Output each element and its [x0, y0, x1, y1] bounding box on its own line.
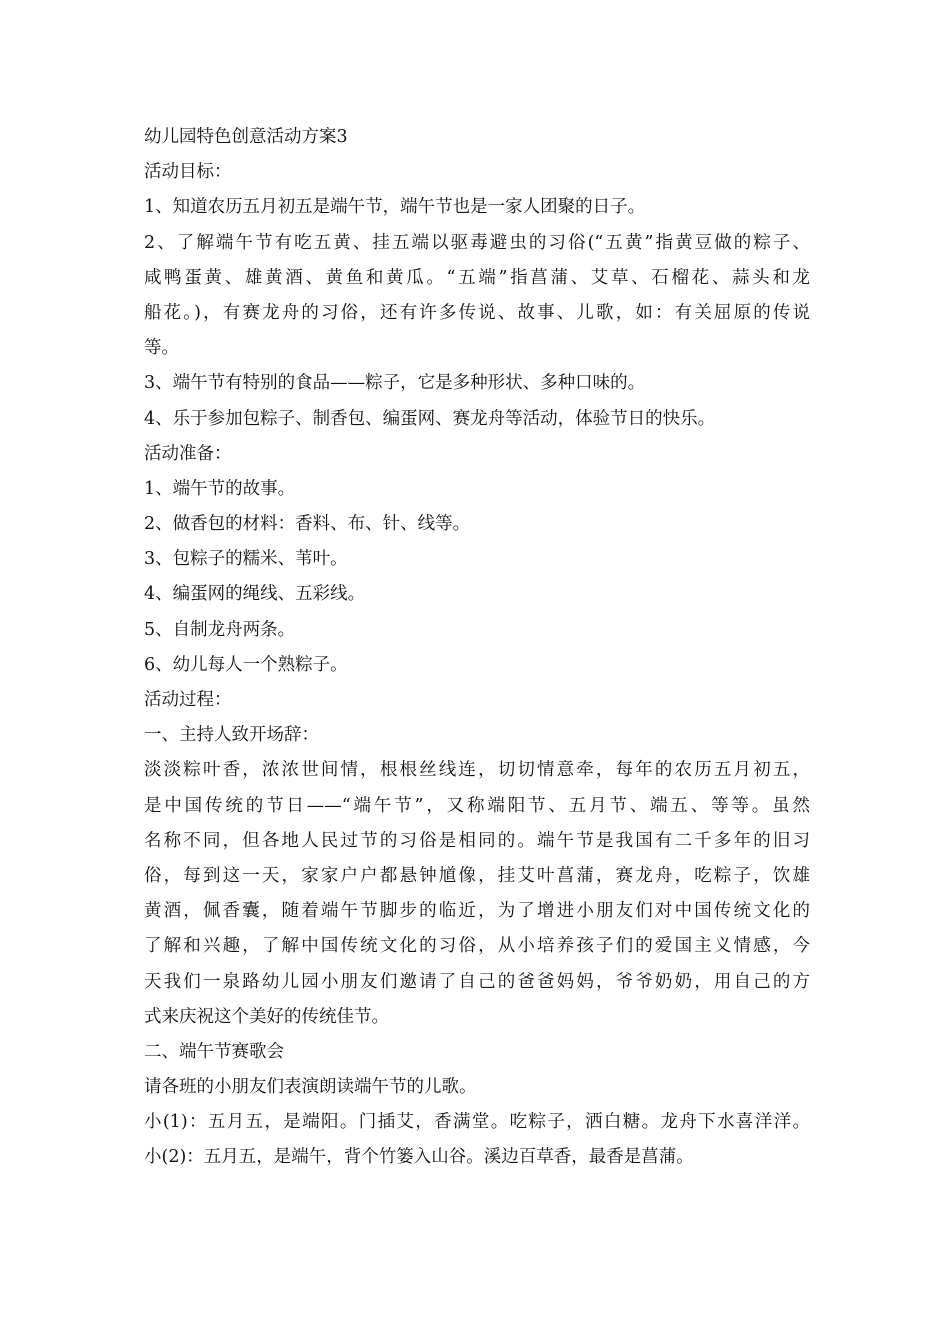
- section-heading-goals: 活动目标：: [144, 162, 232, 183]
- opening-speech-line-7: 天我们一泉路幼儿园小朋友们邀请了自己的爸爸妈妈，爷爷奶奶，用自己的方: [144, 971, 810, 992]
- goal-item-2-line-3: 船花。)，有赛龙舟的习俗，还有许多传说、故事、儿歌，如：有关屈原的传说: [144, 302, 810, 323]
- prep-item-5: 5、自制龙舟两条。: [144, 619, 296, 640]
- prep-item-1: 1、端午节的故事。: [144, 478, 296, 499]
- goal-item-1: 1、知道农历五月初五是端午节，端午节也是一家人团聚的日子。: [144, 197, 646, 218]
- section-heading-process: 活动过程：: [144, 690, 232, 710]
- opening-speech-line-3: 名称不同，但各地人民过节的习俗是相同的。端午节是我国有二千多年的旧习: [144, 830, 810, 851]
- goal-item-3: 3、端午节有特别的食品——粽子，它是多种形状、多种口味的。: [144, 373, 646, 394]
- opening-speech-line-1: 淡淡粽叶香，浓浓世间情，根根丝线连，切切情意牵，每年的农历五月初五，: [144, 760, 810, 781]
- prep-item-2: 2、做香包的材料：香料、布、针、线等。: [144, 514, 471, 535]
- section-heading-preparation: 活动准备：: [144, 443, 232, 464]
- class-song-2: 小(2)：五月五，是端午，背个竹篓入山谷。溪边百草香，最香是菖蒲。: [144, 1147, 694, 1168]
- opening-speech-line-2: 是中国传统的节日——“端午节”，又称端阳节、五月节、端五、等等。虽然: [144, 795, 810, 816]
- document-body: [144, 120, 810, 1176]
- goal-item-2-line-2: 咸鸭蛋黄、雄黄酒、黄鱼和黄瓜。“五端”指菖蒲、艾草、石榴花、蒜头和龙: [144, 267, 810, 288]
- class-song-1: 小(1)：五月五，是端阳。门插艾，香满堂。吃粽子，洒白糖。龙舟下水喜洋洋。: [144, 1112, 810, 1133]
- process-step-1-heading: 一、主持人致开场辞：: [144, 725, 319, 746]
- goal-item-4: 4、乐于参加包粽子、制香包、编蛋网、赛龙舟等活动，体验节日的快乐。: [144, 408, 716, 429]
- opening-speech-line-6: 了解和兴趣，了解中国传统文化的习俗，从小培养孩子们的爱国主义情感，今: [144, 936, 810, 957]
- prep-item-4: 4、编蛋网的绳线、五彩线。: [144, 584, 366, 605]
- opening-speech-line-4: 俗，每到这一天，家家户户都悬钟馗像，挂艾叶菖蒲，赛龙舟，吃粽子，饮雄: [144, 865, 810, 886]
- opening-speech-line-8: 式来庆祝这个美好的传统佳节。: [144, 1006, 389, 1027]
- opening-speech-line-5: 黄酒，佩香囊，随着端午节脚步的临近，为了增进小朋友们对中国传统文化的: [144, 901, 810, 922]
- prep-item-3: 3、包粽子的糯米、苇叶。: [144, 549, 348, 570]
- prep-item-6: 6、幼儿每人一个熟粽子。: [144, 654, 348, 675]
- goal-item-2-line-1: 2、了解端午节有吃五黄、挂五端以驱毒避虫的习俗(“五黄”指黄豆做的粽子、: [144, 232, 810, 253]
- goal-item-2-line-4: 等。: [144, 338, 179, 359]
- document-title: 幼儿园特色创意活动方案3: [144, 127, 348, 147]
- song-contest-intro: 请各班的小朋友们表演朗读端午节的儿歌。: [144, 1077, 477, 1098]
- process-step-2-heading: 二、端午节赛歌会: [144, 1041, 284, 1062]
